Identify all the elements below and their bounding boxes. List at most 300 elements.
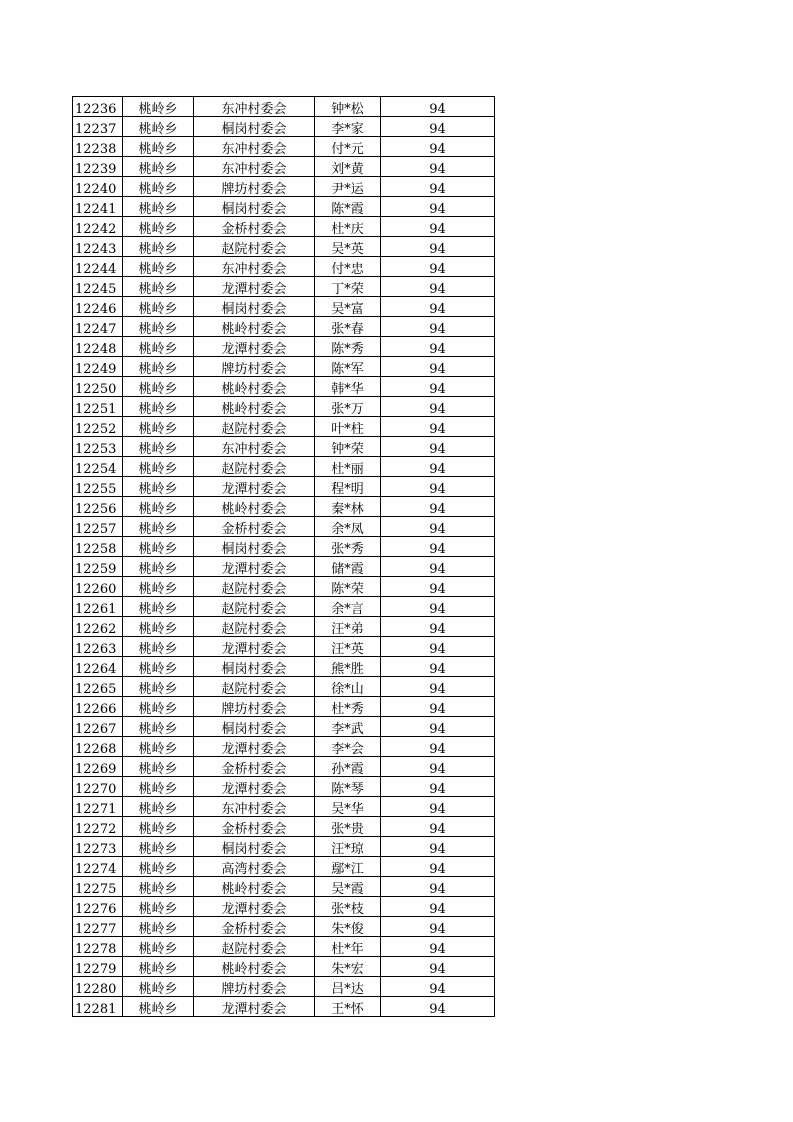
cell-village-text: 桃岭村委会 (221, 382, 287, 397)
cell-name-text: 尹*运 (331, 182, 364, 197)
cell-village-text: 赵院村委会 (221, 422, 287, 437)
cell-id (73, 657, 123, 677)
cell-id (73, 957, 123, 977)
cell-score (381, 457, 495, 477)
cell-village (194, 457, 315, 477)
cell-score (381, 397, 495, 417)
cell-id (73, 917, 123, 937)
cell-score (381, 957, 495, 977)
cell-name-text: 熊*胜 (331, 662, 364, 677)
cell-id (73, 597, 123, 617)
cell-id (73, 517, 123, 537)
cell-id (73, 577, 123, 597)
cell-name (315, 477, 381, 497)
cell-village (194, 677, 315, 697)
cell-name-text: 汪*弟 (331, 622, 364, 637)
cell-score-text: 94 (429, 662, 446, 677)
cell-id (73, 437, 123, 457)
table-row (73, 197, 495, 217)
cell-village (194, 917, 315, 937)
table-row (73, 697, 495, 717)
cell-town-text: 桃岭乡 (138, 462, 178, 477)
cell-score (381, 197, 495, 217)
cell-id (73, 997, 123, 1017)
cell-name-text: 储*霞 (331, 562, 364, 577)
cell-score-text: 94 (429, 782, 446, 797)
cell-id (73, 897, 123, 917)
cell-town (123, 357, 194, 377)
cell-village (194, 157, 315, 177)
cell-id-text: 12264 (75, 662, 117, 677)
cell-name (315, 777, 381, 797)
table-row (73, 757, 495, 777)
table-row (73, 157, 495, 177)
cell-score-text: 94 (429, 222, 446, 237)
cell-id (73, 557, 123, 577)
cell-town (123, 197, 194, 217)
table-row (73, 497, 495, 517)
cell-score-text: 94 (429, 842, 446, 857)
cell-id (73, 337, 123, 357)
cell-village (194, 777, 315, 797)
cell-id-text: 12273 (75, 842, 117, 857)
cell-town-text: 桃岭乡 (138, 182, 178, 197)
cell-village-text: 龙潭村委会 (221, 482, 287, 497)
cell-score-text: 94 (429, 642, 446, 657)
cell-town-text: 桃岭乡 (138, 602, 178, 617)
cell-town-text: 桃岭乡 (138, 702, 178, 717)
table-row (73, 97, 495, 117)
cell-village-text: 龙潭村委会 (221, 562, 287, 577)
cell-town-text: 桃岭乡 (138, 922, 178, 937)
cell-id (73, 457, 123, 477)
table-row (73, 457, 495, 477)
cell-score-text: 94 (429, 742, 446, 757)
cell-score (381, 817, 495, 837)
cell-village-text: 桐岗村委会 (221, 122, 287, 137)
cell-town (123, 277, 194, 297)
cell-village-text: 桐岗村委会 (221, 542, 287, 557)
cell-score (381, 417, 495, 437)
cell-id (73, 537, 123, 557)
cell-town (123, 457, 194, 477)
cell-name-text: 朱*俊 (331, 922, 364, 937)
cell-village (194, 497, 315, 517)
cell-score (381, 137, 495, 157)
cell-name (315, 417, 381, 437)
cell-name (315, 397, 381, 417)
table-row (73, 417, 495, 437)
cell-town-text: 桃岭乡 (138, 582, 178, 597)
cell-town-text: 桃岭乡 (138, 162, 178, 177)
cell-score (381, 157, 495, 177)
cell-id (73, 277, 123, 297)
cell-village (194, 977, 315, 997)
cell-score (381, 837, 495, 857)
table-row (73, 997, 495, 1017)
cell-village-text: 桐岗村委会 (221, 842, 287, 857)
cell-name-text: 张*枝 (331, 902, 364, 917)
cell-town (123, 857, 194, 877)
cell-score-text: 94 (429, 402, 446, 417)
cell-score-text: 94 (429, 722, 446, 737)
table-row (73, 737, 495, 757)
cell-id (73, 257, 123, 277)
cell-id-text: 12242 (75, 222, 117, 237)
cell-name-text: 张*万 (331, 402, 364, 417)
table-row (73, 117, 495, 137)
cell-name (315, 757, 381, 777)
cell-village-text: 赵院村委会 (221, 622, 287, 637)
cell-score-text: 94 (429, 582, 446, 597)
cell-town-text: 桃岭乡 (138, 562, 178, 577)
cell-village-text: 东冲村委会 (221, 802, 287, 817)
table-row (73, 877, 495, 897)
cell-id-text: 12265 (75, 682, 117, 697)
cell-village-text: 龙潭村委会 (221, 742, 287, 757)
cell-score-text: 94 (429, 562, 446, 577)
cell-name (315, 197, 381, 217)
cell-name (315, 697, 381, 717)
cell-id-text: 12281 (75, 1002, 117, 1017)
cell-town (123, 837, 194, 857)
cell-town-text: 桃岭乡 (138, 222, 178, 237)
cell-id (73, 237, 123, 257)
cell-town-text: 桃岭乡 (138, 662, 178, 677)
cell-name-text: 徐*山 (331, 682, 364, 697)
cell-id-text: 12275 (75, 882, 117, 897)
cell-score-text: 94 (429, 802, 446, 817)
cell-town (123, 437, 194, 457)
cell-village-text: 金桥村委会 (221, 822, 287, 837)
cell-name (315, 117, 381, 137)
cell-score (381, 477, 495, 497)
cell-id (73, 877, 123, 897)
table-row (73, 977, 495, 997)
cell-town-text: 桃岭乡 (138, 762, 178, 777)
cell-name (315, 577, 381, 597)
cell-id (73, 177, 123, 197)
cell-name (315, 497, 381, 517)
cell-id (73, 417, 123, 437)
cell-town-text: 桃岭乡 (138, 122, 178, 137)
cell-score-text: 94 (429, 922, 446, 937)
cell-village (194, 317, 315, 337)
cell-score-text: 94 (429, 862, 446, 877)
cell-town-text: 桃岭乡 (138, 782, 178, 797)
cell-name (315, 597, 381, 617)
cell-town-text: 桃岭乡 (138, 522, 178, 537)
cell-id-text: 12238 (75, 142, 117, 157)
cell-village-text: 桃岭村委会 (221, 882, 287, 897)
cell-village-text: 桃岭村委会 (221, 502, 287, 517)
cell-score (381, 357, 495, 377)
cell-id-text: 12268 (75, 742, 117, 757)
cell-score-text: 94 (429, 342, 446, 357)
cell-id (73, 377, 123, 397)
cell-id (73, 757, 123, 777)
cell-name (315, 557, 381, 577)
cell-town-text: 桃岭乡 (138, 742, 178, 757)
cell-id-text: 12261 (75, 602, 117, 617)
cell-town (123, 737, 194, 757)
cell-id (73, 937, 123, 957)
cell-name (315, 277, 381, 297)
roster-body (73, 97, 495, 1017)
cell-score (381, 597, 495, 617)
cell-town-text: 桃岭乡 (138, 842, 178, 857)
cell-town-text: 桃岭乡 (138, 102, 178, 117)
cell-id-text: 12243 (75, 242, 117, 257)
cell-name (315, 177, 381, 197)
cell-name-text: 张*秀 (331, 542, 364, 557)
cell-id-text: 12262 (75, 622, 117, 637)
cell-score-text: 94 (429, 442, 446, 457)
cell-town-text: 桃岭乡 (138, 242, 178, 257)
cell-score (381, 757, 495, 777)
cell-village (194, 857, 315, 877)
cell-name (315, 877, 381, 897)
table-row (73, 817, 495, 837)
cell-town (123, 537, 194, 557)
cell-name-text: 钟*松 (331, 102, 364, 117)
cell-id-text: 12252 (75, 422, 117, 437)
cell-town-text: 桃岭乡 (138, 902, 178, 917)
cell-score (381, 737, 495, 757)
cell-score (381, 117, 495, 137)
cell-name-text: 汪*英 (331, 642, 364, 657)
table-row (73, 277, 495, 297)
cell-town (123, 817, 194, 837)
cell-village-text: 赵院村委会 (221, 462, 287, 477)
cell-village (194, 257, 315, 277)
cell-village-text: 东冲村委会 (221, 442, 287, 457)
cell-town (123, 957, 194, 977)
cell-score-text: 94 (429, 262, 446, 277)
cell-town (123, 657, 194, 677)
cell-score (381, 537, 495, 557)
cell-town-text: 桃岭乡 (138, 402, 178, 417)
cell-name-text: 王*怀 (331, 1002, 364, 1017)
cell-town (123, 397, 194, 417)
cell-id-text: 12236 (75, 102, 117, 117)
cell-id-text: 12251 (75, 402, 117, 417)
table-row (73, 577, 495, 597)
cell-town-text: 桃岭乡 (138, 962, 178, 977)
cell-score (381, 177, 495, 197)
cell-id-text: 12270 (75, 782, 117, 797)
table-row (73, 537, 495, 557)
cell-village (194, 797, 315, 817)
table-row (73, 897, 495, 917)
cell-id (73, 297, 123, 317)
cell-score-text: 94 (429, 422, 446, 437)
cell-score-text: 94 (429, 962, 446, 977)
cell-town-text: 桃岭乡 (138, 682, 178, 697)
cell-id (73, 157, 123, 177)
cell-name (315, 717, 381, 737)
cell-village (194, 537, 315, 557)
cell-town (123, 937, 194, 957)
cell-score (381, 257, 495, 277)
cell-town-text: 桃岭乡 (138, 722, 178, 737)
cell-score-text: 94 (429, 322, 446, 337)
cell-id (73, 97, 123, 117)
cell-village (194, 197, 315, 217)
cell-village-text: 金桥村委会 (221, 762, 287, 777)
cell-name-text: 杜*庆 (331, 222, 364, 237)
cell-id (73, 357, 123, 377)
cell-town-text: 桃岭乡 (138, 442, 178, 457)
cell-score (381, 997, 495, 1017)
table-row (73, 257, 495, 277)
cell-village (194, 717, 315, 737)
cell-score-text: 94 (429, 482, 446, 497)
cell-village-text: 东冲村委会 (221, 162, 287, 177)
cell-name (315, 677, 381, 697)
cell-name-text: 朱*宏 (331, 962, 364, 977)
cell-score-text: 94 (429, 462, 446, 477)
cell-id (73, 117, 123, 137)
cell-town (123, 897, 194, 917)
cell-name-text: 秦*林 (331, 502, 364, 517)
cell-name-text: 吴*英 (331, 242, 364, 257)
cell-id-text: 12248 (75, 342, 117, 357)
cell-town-text: 桃岭乡 (138, 622, 178, 637)
table-row (73, 337, 495, 357)
cell-village (194, 577, 315, 597)
cell-village (194, 217, 315, 237)
cell-village-text: 金桥村委会 (221, 222, 287, 237)
cell-name-text: 李*武 (331, 722, 364, 737)
cell-score-text: 94 (429, 302, 446, 317)
cell-score-text: 94 (429, 902, 446, 917)
cell-village-text: 赵院村委会 (221, 942, 287, 957)
cell-score (381, 717, 495, 737)
cell-id (73, 777, 123, 797)
cell-score (381, 557, 495, 577)
cell-id (73, 977, 123, 997)
cell-town (123, 677, 194, 697)
cell-village-text: 金桥村委会 (221, 522, 287, 537)
cell-score-text: 94 (429, 542, 446, 557)
cell-town (123, 517, 194, 537)
table-row (73, 637, 495, 657)
cell-id (73, 677, 123, 697)
cell-id-text: 12255 (75, 482, 117, 497)
cell-id (73, 817, 123, 837)
cell-village (194, 137, 315, 157)
cell-score-text: 94 (429, 622, 446, 637)
cell-town (123, 757, 194, 777)
cell-name-text: 韩*华 (331, 382, 364, 397)
cell-score-text: 94 (429, 682, 446, 697)
cell-village (194, 177, 315, 197)
cell-name-text: 杜*年 (331, 942, 364, 957)
cell-village-text: 高湾村委会 (221, 862, 287, 877)
cell-name-text: 余*凤 (331, 522, 364, 537)
cell-village-text: 龙潭村委会 (221, 642, 287, 657)
cell-name (315, 857, 381, 877)
cell-village-text: 金桥村委会 (221, 922, 287, 937)
cell-town (123, 697, 194, 717)
cell-id-text: 12250 (75, 382, 117, 397)
cell-name (315, 297, 381, 317)
cell-town-text: 桃岭乡 (138, 322, 178, 337)
cell-id (73, 697, 123, 717)
cell-score (381, 97, 495, 117)
cell-id-text: 12240 (75, 182, 117, 197)
cell-name (315, 837, 381, 857)
cell-id (73, 857, 123, 877)
cell-score (381, 237, 495, 257)
cell-town-text: 桃岭乡 (138, 342, 178, 357)
table-row (73, 717, 495, 737)
cell-name-text: 程*明 (331, 482, 364, 497)
cell-score (381, 697, 495, 717)
cell-village (194, 477, 315, 497)
cell-village-text: 桐岗村委会 (221, 722, 287, 737)
cell-town-text: 桃岭乡 (138, 802, 178, 817)
cell-score-text: 94 (429, 522, 446, 537)
table-row (73, 317, 495, 337)
cell-score (381, 277, 495, 297)
table-row (73, 237, 495, 257)
cell-score (381, 877, 495, 897)
cell-id-text: 12269 (75, 762, 117, 777)
cell-score (381, 897, 495, 917)
cell-town-text: 桃岭乡 (138, 262, 178, 277)
cell-name-text: 张*贵 (331, 822, 364, 837)
cell-village-text: 桃岭村委会 (221, 322, 287, 337)
cell-id-text: 12245 (75, 282, 117, 297)
cell-score-text: 94 (429, 102, 446, 117)
cell-town-text: 桃岭乡 (138, 362, 178, 377)
cell-name-text: 刘*黄 (331, 162, 364, 177)
cell-score-text: 94 (429, 762, 446, 777)
cell-village-text: 赵院村委会 (221, 582, 287, 597)
cell-id (73, 397, 123, 417)
cell-name-text: 钟*荣 (331, 442, 364, 457)
cell-name-text: 付*元 (331, 142, 364, 157)
cell-id-text: 12244 (75, 262, 117, 277)
cell-town (123, 237, 194, 257)
cell-village-text: 桃岭村委会 (221, 962, 287, 977)
cell-name-text: 吴*富 (331, 302, 364, 317)
table-row (73, 477, 495, 497)
cell-village (194, 417, 315, 437)
cell-name-text: 杜*秀 (331, 702, 364, 717)
cell-score (381, 377, 495, 397)
cell-id-text: 12274 (75, 862, 117, 877)
cell-town-text: 桃岭乡 (138, 202, 178, 217)
cell-name (315, 97, 381, 117)
cell-name (315, 977, 381, 997)
cell-town-text: 桃岭乡 (138, 882, 178, 897)
cell-score (381, 297, 495, 317)
cell-village-text: 龙潭村委会 (221, 782, 287, 797)
cell-village (194, 837, 315, 857)
cell-id-text: 12247 (75, 322, 117, 337)
cell-village (194, 877, 315, 897)
cell-name (315, 657, 381, 677)
cell-score-text: 94 (429, 602, 446, 617)
cell-id-text: 12280 (75, 982, 117, 997)
cell-town (123, 217, 194, 237)
cell-name-text: 张*春 (331, 322, 364, 337)
cell-village-text: 东冲村委会 (221, 102, 287, 117)
table-row (73, 917, 495, 937)
